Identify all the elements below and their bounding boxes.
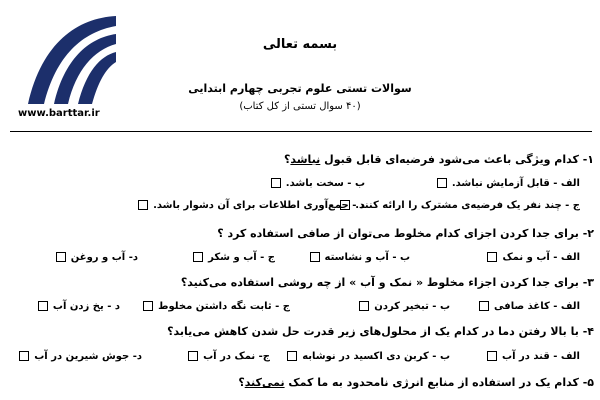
- checkbox[interactable]: [143, 301, 153, 311]
- question-4: ۴- با بالا رفتن دما در کدام یک از محلول‌های زیر قدرت حل شدن کاهش می‌یابد؟: [167, 325, 594, 338]
- website-url: www.barttar.ir: [18, 108, 100, 119]
- q1-option-d[interactable]: د - جمع‌آوری اطلاعات برای آن دشوار باشد.: [138, 200, 365, 211]
- question-5: ۵- کدام یک در استفاده از منابع انرژی نامحدود به ما کمک نمی‌کند؟: [238, 376, 594, 389]
- q2-option-a[interactable]: الف - آب و نمک: [487, 252, 580, 263]
- barttar-logo: [16, 12, 124, 112]
- checkbox[interactable]: [487, 351, 497, 361]
- q2-option-c[interactable]: ج - آب و شکر: [193, 252, 275, 263]
- q1-option-c[interactable]: ج - چند نفر یک فرضیه‌ی مشترک را ارائه کنند.: [340, 200, 580, 211]
- q4-option-d[interactable]: د- جوش شیرین در آب: [19, 351, 142, 362]
- q2-option-b[interactable]: ب - آب و نشاسته: [310, 252, 410, 263]
- checkbox[interactable]: [487, 252, 497, 262]
- q3-option-c[interactable]: ج - ثابت نگه داشتن مخلوط: [143, 301, 290, 312]
- checkbox[interactable]: [188, 351, 198, 361]
- checkbox[interactable]: [138, 200, 148, 210]
- checkbox[interactable]: [193, 252, 203, 262]
- q2-option-d[interactable]: د- آب و روغن: [56, 252, 138, 263]
- q1-option-a[interactable]: الف - قابل آزمایش نباشد.: [437, 178, 580, 189]
- checkbox[interactable]: [437, 178, 447, 188]
- q3-option-d[interactable]: د - یخ زدن آب: [38, 301, 120, 312]
- q3-option-b[interactable]: ب - تبخیر کردن: [359, 301, 450, 312]
- exam-note: (۴۰ سوال تستی از کل کتاب): [239, 101, 361, 112]
- checkbox[interactable]: [479, 301, 489, 311]
- question-1: ۱- کدام ویژگی باعث می‌شود فرضیه‌ای قابل قبول نباشد؟: [284, 153, 594, 166]
- checkbox[interactable]: [38, 301, 48, 311]
- q4-option-a[interactable]: الف - قند در آب: [487, 351, 580, 362]
- question-2: ۲- برای جدا کردن اجزای کدام مخلوط می‌توان از صافی استفاده کرد ؟: [217, 227, 594, 240]
- checkbox[interactable]: [271, 178, 281, 188]
- header-divider: [10, 131, 592, 132]
- q1-option-b[interactable]: ب - سخت باشد.: [271, 178, 365, 189]
- checkbox[interactable]: [19, 351, 29, 361]
- exam-subtitle: سوالات تستی علوم تجربی چهارم ابتدایی: [188, 82, 412, 95]
- checkbox[interactable]: [56, 252, 66, 262]
- checkbox[interactable]: [310, 252, 320, 262]
- q3-option-a[interactable]: الف - کاغذ صافی: [479, 301, 580, 312]
- question-3: ۳- برای جدا کردن اجزاء مخلوط « نمک و آب » از چه روشی استفاده می‌کنید؟: [180, 276, 594, 289]
- q4-option-c[interactable]: ج- نمک در آب: [188, 351, 270, 362]
- checkbox[interactable]: [359, 301, 369, 311]
- q4-option-b[interactable]: ب - کربن دی اکسید در نوشابه: [287, 351, 450, 362]
- checkbox[interactable]: [287, 351, 297, 361]
- page-title: بسمه تعالی: [262, 37, 338, 52]
